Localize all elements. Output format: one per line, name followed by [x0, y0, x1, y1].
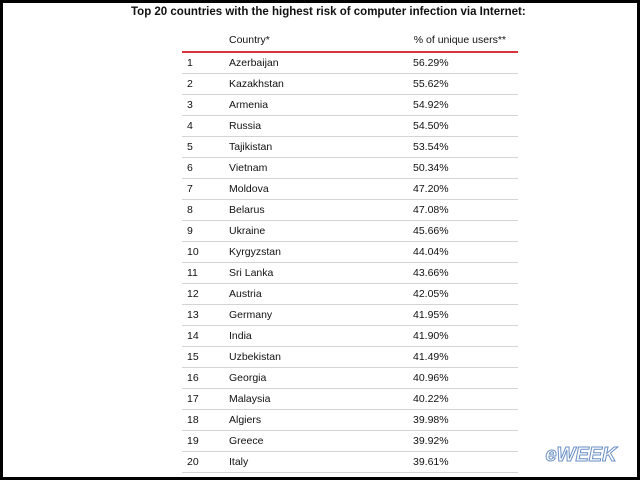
percent-cell: 45.66%: [413, 225, 449, 237]
country-cell: Austria: [229, 288, 262, 300]
rank-cell: 10: [187, 246, 199, 258]
rank-cell: 14: [187, 330, 199, 342]
rank-cell: 15: [187, 351, 199, 363]
percent-cell: 47.20%: [413, 183, 449, 195]
eweek-logo-icon: [535, 441, 627, 467]
percent-cell: 47.08%: [413, 204, 449, 216]
country-cell: Ukraine: [229, 225, 266, 237]
table-row: [182, 74, 518, 95]
rank-cell: 8: [187, 204, 193, 216]
percent-cell: 39.92%: [413, 435, 449, 447]
percent-cell: 44.04%: [413, 246, 449, 258]
country-cell: Azerbaijan: [229, 57, 279, 69]
rank-cell: 5: [187, 141, 193, 153]
country-cell: Algiers: [229, 414, 262, 426]
column-header-country: Country*: [229, 34, 270, 46]
table-row: [182, 452, 518, 473]
rank-cell: 17: [187, 393, 199, 405]
country-cell: Sri Lanka: [229, 267, 274, 279]
rank-cell: 9: [187, 225, 193, 237]
table-row: [182, 116, 518, 137]
country-cell: Georgia: [229, 372, 267, 384]
percent-cell: 40.96%: [413, 372, 449, 384]
percent-cell: 39.61%: [413, 456, 449, 468]
percent-cell: 55.62%: [413, 78, 449, 90]
rank-cell: 12: [187, 288, 199, 300]
percent-cell: 54.50%: [413, 120, 449, 132]
percent-cell: 41.90%: [413, 330, 449, 342]
percent-cell: 39.98%: [413, 414, 449, 426]
table-row: [182, 53, 518, 74]
rank-cell: 1: [187, 57, 193, 69]
country-cell: Germany: [229, 309, 273, 321]
table-row: [182, 347, 518, 368]
country-cell: Moldova: [229, 183, 269, 195]
table-row: [182, 221, 518, 242]
percent-cell: 41.95%: [413, 309, 449, 321]
rank-cell: 19: [187, 435, 199, 447]
rank-cell: 6: [187, 162, 193, 174]
rank-cell: 18: [187, 414, 199, 426]
ranking-table: [182, 29, 518, 473]
country-cell: India: [229, 330, 252, 342]
rank-cell: 11: [187, 267, 198, 279]
table-row: [182, 284, 518, 305]
country-cell: Italy: [229, 456, 249, 468]
percent-cell: 56.29%: [413, 57, 449, 69]
table-body: [182, 53, 518, 473]
table-row: [182, 200, 518, 221]
country-cell: Kazakhstan: [229, 78, 284, 90]
table-row: [182, 95, 518, 116]
percent-cell: 41.49%: [413, 351, 449, 363]
table-header-row: [182, 29, 518, 53]
rank-cell: 20: [187, 456, 199, 468]
rank-cell: 4: [187, 120, 193, 132]
country-cell: Uzbekistan: [229, 351, 281, 363]
country-cell: Vietnam: [229, 162, 268, 174]
percent-cell: 53.54%: [413, 141, 449, 153]
percent-cell: 54.92%: [413, 99, 449, 111]
rank-cell: 7: [187, 183, 193, 195]
table-row: [182, 158, 518, 179]
table-title: Top 20 countries with the highest risk of computer infection via Internet:: [131, 6, 526, 18]
table-row: [182, 389, 518, 410]
rank-cell: 16: [187, 372, 199, 384]
table-row: [182, 368, 518, 389]
country-cell: Russia: [229, 120, 262, 132]
country-cell: Kyrgyzstan: [229, 246, 281, 258]
table-row: [182, 137, 518, 158]
table-row: [182, 263, 518, 284]
percent-cell: 40.22%: [413, 393, 449, 405]
percent-cell: 50.34%: [413, 162, 449, 174]
rank-cell: 3: [187, 99, 193, 111]
table-row: [182, 326, 518, 347]
rank-cell: 2: [187, 78, 193, 90]
country-cell: Belarus: [229, 204, 265, 216]
table-row: [182, 431, 518, 452]
column-header-percent: % of unique users**: [413, 34, 506, 46]
percent-cell: 43.66%: [413, 267, 449, 279]
table-row: [182, 242, 518, 263]
country-cell: Malaysia: [229, 393, 271, 405]
rank-cell: 13: [187, 309, 199, 321]
percent-cell: 42.05%: [413, 288, 449, 300]
table-row: [182, 179, 518, 200]
country-cell: Greece: [229, 435, 264, 447]
table-panel: [3, 3, 637, 477]
table-row: [182, 410, 518, 431]
table-row: [182, 305, 518, 326]
country-cell: Tajikistan: [229, 141, 273, 153]
country-cell: Armenia: [229, 99, 269, 111]
logo-text: eWEEK: [545, 444, 617, 466]
